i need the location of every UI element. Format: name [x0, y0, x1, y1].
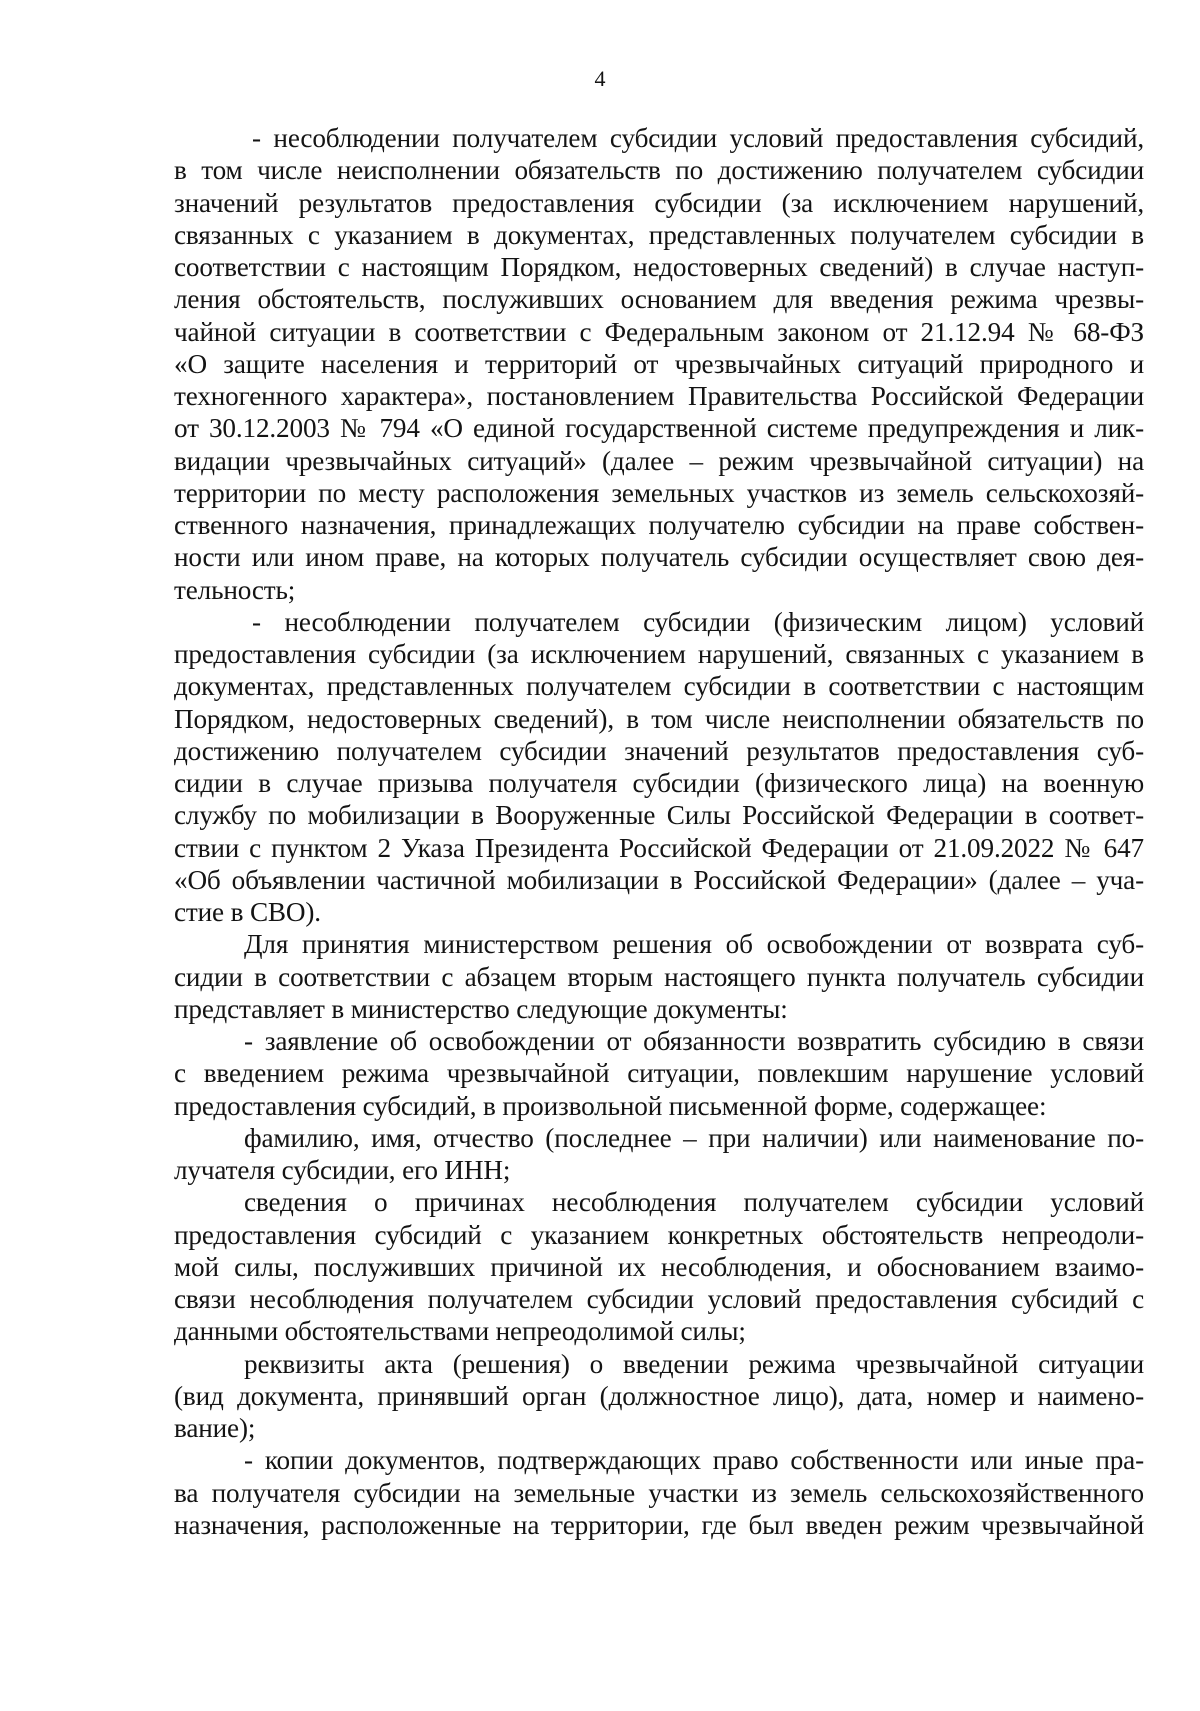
text-line: представляет в министерство следующие документы: — [174, 993, 788, 1024]
text-line: с введением режима чрезвычайной ситуации, повлекшим нарушение условий — [174, 1058, 1144, 1089]
text-line: в том числе неисполнении обязательств по достижению получателем субсидии — [174, 155, 1144, 186]
text-line: соответствии с настоящим Порядком, недостоверных сведений) в случае наступ- — [174, 252, 1144, 282]
text-line: «О защите населения и территорий от чрезвычайных ситуаций природного и — [174, 348, 1144, 379]
text-line: предоставления субсидий, в произвольной письменной форме, содержащее: — [174, 1090, 1047, 1121]
text-line: достижению получателем субсидии значений результатов предоставления суб- — [174, 735, 1144, 766]
text-line: предоставления субсидий с указанием конкретных обстоятельств непреодоли- — [174, 1219, 1144, 1250]
text-line: чайной ситуации в соответствии с Федеральным законом от 21.12.94 № 68-ФЗ — [174, 316, 1144, 347]
text-line: фамилию, имя, отчество (последнее – при наличии) или наименование по- — [244, 1122, 1144, 1153]
text-line: тельность; — [174, 574, 296, 605]
text-line: реквизиты акта (решения) о введении режима чрезвычайной ситуации — [244, 1348, 1144, 1379]
text-line: сведения о причинах несоблюдения получателем субсидии условий — [244, 1187, 1144, 1218]
text-line: сидии в соответствии с абзацем вторым настоящего пункта получатель субсидии — [174, 961, 1144, 992]
text-line: техногенного характера», постановлением Правительства Российской Федерации — [174, 381, 1144, 411]
text-line: предоставления субсидии (за исключением нарушений, связанных с указанием в — [174, 639, 1144, 669]
text-line: сидии в случае призыва получателя субсидии (физического лица) на военную — [174, 768, 1144, 798]
text-line: службу по мобилизации в Вооруженные Силы Российской Федерации в соответ- — [174, 800, 1144, 831]
text-line: (вид документа, принявший орган (должностное лицо), дата, номер и наимено- — [174, 1380, 1144, 1411]
text-line: стие в СВО). — [174, 897, 321, 927]
text-line: значений результатов предоставления субсидии (за исключением нарушений, — [174, 187, 1144, 218]
text-line: вание); — [174, 1413, 256, 1443]
text-line: лучателя субсидии, его ИНН; — [174, 1155, 511, 1185]
text-line: ления обстоятельств, послуживших основанием для введения режима чрезвы- — [174, 284, 1144, 315]
text-line: ва получателя субсидии на земельные участки из земель сельскохозяйственного — [174, 1477, 1144, 1508]
text-line: ствии с пунктом 2 Указа Президента Российской Федерации от 21.09.2022 № 647 — [174, 832, 1144, 863]
text-line: мой силы, послуживших причиной их несоблюдения, и обоснованием взаимо- — [174, 1251, 1144, 1282]
text-line: ности или ином праве, на которых получатель субсидии осуществляет свою дея- — [174, 542, 1144, 573]
text-line: «Об объявлении частичной мобилизации в Российской Федерации» (далее – уча- — [174, 864, 1144, 895]
text-line: назначения, расположенные на территории, где был введен режим чрезвычайной — [174, 1509, 1144, 1540]
text-line: - несоблюдении получателем субсидии (физическим лицом) условий — [252, 606, 1144, 637]
text-line: - заявление об освобождении от обязанности возвратить субсидию в связи — [244, 1026, 1144, 1056]
document-body — [174, 122, 1144, 1541]
text-line: связи несоблюдения получателем субсидии условий предоставления субсидий с — [174, 1284, 1144, 1314]
page-number: 4 — [594, 66, 606, 91]
text-line: - несоблюдении получателем субсидии условий предоставления субсидий, — [252, 123, 1144, 153]
text-line: видации чрезвычайных ситуаций» (далее – режим чрезвычайной ситуации) на — [174, 445, 1144, 476]
text-line: от 30.12.2003 № 794 «О единой государственной системе предупреждения и лик- — [174, 413, 1144, 444]
text-line: документах, представленных получателем субсидии в соответствии с настоящим — [174, 671, 1144, 702]
text-line: ственного назначения, принадлежащих получателю субсидии на праве собствен- — [174, 510, 1144, 540]
text-line: Для принятия министерством решения об освобождении от возврата суб- — [244, 929, 1144, 960]
text-line: - копии документов, подтверждающих право собственности или иные пра- — [244, 1445, 1144, 1476]
text-line: территории по месту расположения земельных участков из земель сельскохозяй- — [174, 477, 1144, 508]
text-line: связанных с указанием в документах, представленных получателем субсидии в — [174, 219, 1144, 250]
text-line: данными обстоятельствами непреодолимой силы; — [174, 1316, 746, 1347]
text-line: Порядком, недостоверных сведений), в том числе неисполнении обязательств по — [174, 703, 1144, 734]
